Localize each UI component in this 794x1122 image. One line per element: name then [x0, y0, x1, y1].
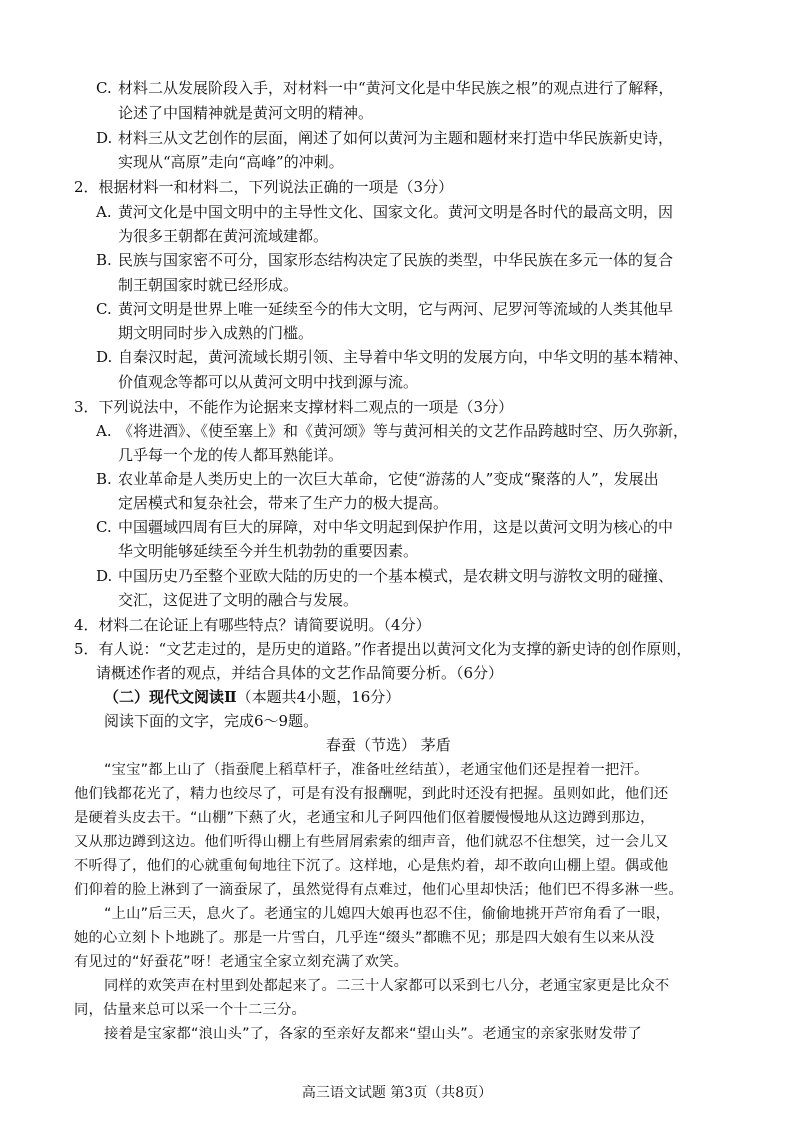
option-text: 黄河文化是中国文明中的主导性文化、国家文化。黄河文明是各时代的最高文明，因: [118, 203, 674, 221]
reading-instruction: 阅读下面的文字，完成6～9题。: [104, 712, 319, 730]
story-line: “宝宝”都上山了（指蚕爬上稻草杆子，准备吐丝结茧），老通宝他们还是捏着一把汗。: [104, 762, 649, 778]
story-line: “上山”后三天，息火了。老通宝的儿媳四大娘再也忍不住，偷偷地挑开芦帘角看了一眼，: [104, 906, 671, 922]
option-text: 中国疆域四周有巨大的屏障，对中华文明起到保护作用，这是以黄河文明为核心的中: [118, 518, 674, 536]
q1-option-d-cont: 实现从“高原”走向“高峰”的冲刺。: [118, 153, 344, 171]
option-text: 《将进酒》、《使至塞上》和《黄河颂》等与黄河相关的文艺作品跨越时空、历久弥新，: [118, 422, 689, 440]
q3-option-d-cont: 交汇，这促进了文明的融合与发展。: [118, 591, 359, 609]
q3-option-d: [96, 565, 673, 587]
option-text: 农业革命是人类历史上的一次巨大革命，它使“游荡的人”变成“聚落的人”，发展出: [118, 470, 659, 488]
q2-option-a: [96, 201, 673, 223]
q3-stem: 3．下列说法中，不能作为论据来支撑材料二观点的一项是（3分）: [74, 398, 514, 416]
q2-option-c-cont: 期文明同时步入成熟的门槛。: [118, 324, 314, 342]
story-line: 接着是宝家都“浪山头”了，各家的至亲好友都来“望山头”。老通宝的亲家张财发带了: [104, 1026, 642, 1042]
q1-option-d: [96, 127, 673, 149]
page-footer: 高三语文试题 第3页（共8页）: [301, 1085, 493, 1101]
q2-option-d: [96, 346, 688, 368]
story-line: 们仰着的脸上淋到了一滴蚕尿了，虽然觉得有点难过，他们心里却快活；他们巴不得多淋一些。: [74, 882, 683, 898]
q4-stem: 4．材料二在论证上有哪些特点？请简要说明。（4分）: [74, 616, 431, 634]
q3-option-b-cont: 定居模式和复杂社会，带来了生产力的极大提高。: [118, 494, 449, 512]
q3-option-b: [96, 468, 659, 490]
option-label: A.: [96, 203, 112, 221]
story-title: 春蚕（节选） 茅盾: [326, 736, 451, 754]
q2-option-b: [96, 249, 673, 271]
option-text: 材料三从文艺创作的层面，阐述了如何以黄河为主题和题材来打造中华民族新史诗，: [118, 129, 674, 147]
q3-option-c: [96, 516, 673, 538]
story-line: 她的心立刻卜卜地跳了。那是一片雪白，几乎连“缀头”都瞧不见；那是四大娘有生以来从没: [74, 930, 655, 946]
q3-option-c-cont: 华文明能够延续至今并生机勃勃的重要因素。: [118, 542, 419, 560]
story-line: 是硬着头皮去干。“山棚”下爇了火，老通宝和儿子阿四他们伛着腰慢慢地从这边蹲到那边，: [74, 810, 655, 826]
section-note: （本题共4小题，16分）: [236, 688, 401, 706]
option-label: C.: [96, 79, 112, 97]
story-line: 有见过的“好蚕花”呀！老通宝全家立刻充满了欢笑。: [74, 954, 409, 970]
option-label: C.: [96, 518, 112, 536]
option-text: 中国历史乃至整个亚欧大陆的历史的一个基本模式，是农耕文明与游牧文明的碰撞、: [118, 567, 674, 585]
q2-option-b-cont: 制王朝国家时就已经形成。: [118, 276, 299, 294]
option-label: B.: [96, 251, 112, 269]
option-text: 黄河文明是世界上唯一延续至今的伟大文明，它与两河、尼罗河等流域的人类其他早: [118, 300, 674, 318]
section-heading: [104, 686, 400, 708]
story-line: 同，估量来总可以采一个十二三分。: [74, 1002, 306, 1018]
q2-stem: 2．根据材料一和材料二，下列说法正确的一项是（3分）: [74, 178, 454, 196]
option-label: B.: [96, 470, 112, 488]
q1-option-c: [96, 77, 673, 99]
option-label: C.: [96, 300, 112, 318]
option-label: A.: [96, 422, 112, 440]
option-text: 民族与国家密不可分，国家形态结构决定了民族的类型，中华民族在多元一体的复合: [118, 251, 674, 269]
section-title: （二）现代文阅读Ⅱ: [104, 688, 237, 706]
option-text: 材料二从发展阶段入手，对材料一中“黄河文化是中华民族之根”的观点进行了解释，: [118, 79, 674, 97]
q5-stem: 5．有人说：“文艺走过的，是历史的道路。”作者提出以黄河文化为支撑的新史诗的创作原则，: [74, 640, 692, 658]
q5-stem-cont: 请概述作者的观点，并结合具体的文艺作品简要分析。（6分）: [96, 664, 504, 682]
story-line: 不听得了，他们的心就重甸甸地往下沉了。这样地，心是焦灼着，却不敢向山棚上望。偶或他: [74, 858, 669, 874]
option-label: D.: [96, 348, 113, 366]
q2-option-c: [96, 298, 673, 320]
q2-option-a-cont: 为很多王朝都在黄河流域建都。: [118, 227, 329, 245]
option-label: D.: [96, 567, 113, 585]
q3-option-a: [96, 420, 688, 442]
q3-option-a-cont: 几乎每一个龙的传人都耳熟能详。: [118, 446, 344, 464]
option-label: D.: [96, 129, 113, 147]
q1-option-c-cont: 论述了中国精神就是黄河文明的精神。: [118, 104, 374, 122]
story-line: 他们钱都花光了，精力也绞尽了，可是有没有报酬呢，到此时还没有把握。虽则如此，他们还: [74, 786, 669, 802]
q2-option-d-cont: 价值观念等都可以从黄河文明中找到源与流。: [118, 373, 419, 391]
story-line: 又从那边蹲到这边。他们听得山棚上有些屑屑索索的细声音，他们就忍不住想笑，过一会儿又: [74, 834, 669, 850]
option-text: 自秦汉时起，黄河流域长期引领、主导着中华文明的发展方向，中华文明的基本精神、: [118, 348, 689, 366]
story-line: 同样的欢笑声在村里到处都起来了。二三十人家都可以采到七八分，老通宝家更是比众不: [104, 978, 670, 994]
